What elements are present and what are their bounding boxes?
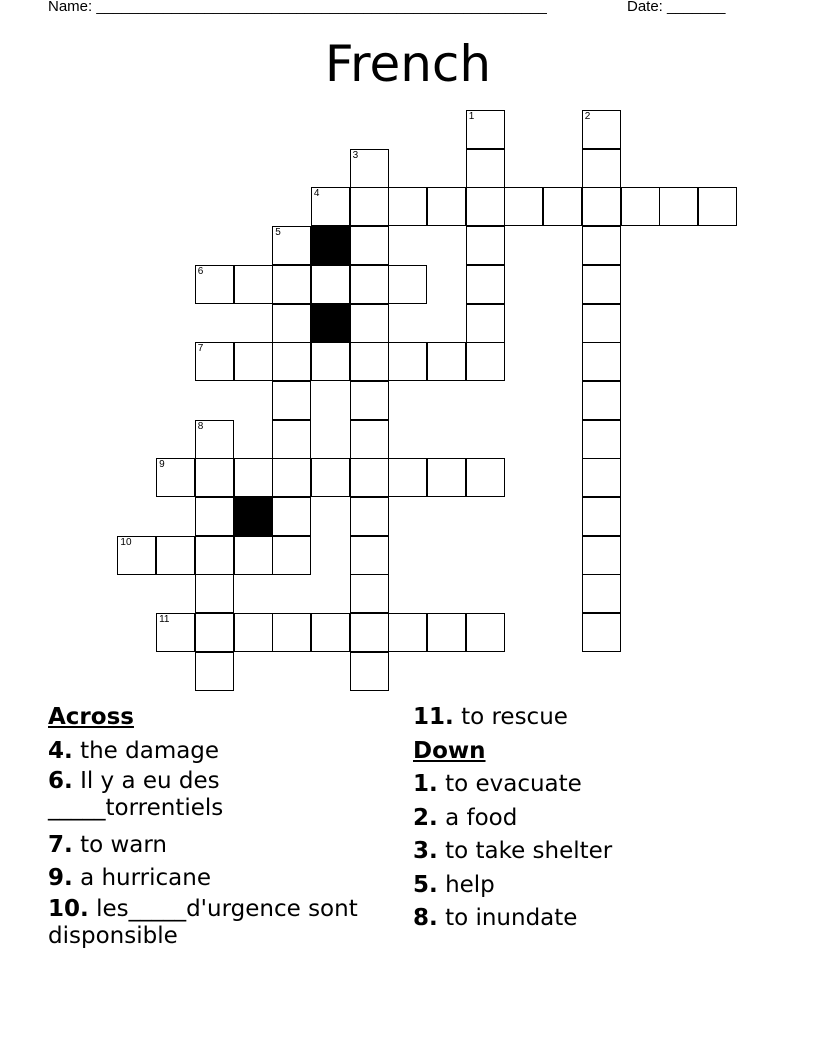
clue-number: 5. [413,871,438,898]
crossword-cell[interactable] [350,652,389,691]
crossword-block [311,226,350,265]
cell-number: 9 [159,459,165,471]
crossword-cell[interactable] [117,536,156,575]
clue-number: 1. [413,771,438,797]
cell-number: 2 [584,111,591,122]
cell-number: 7 [197,343,204,355]
crossword-cell[interactable] [466,149,505,188]
crossword-cell[interactable] [350,342,389,381]
clue-across-4 [48,735,393,769]
across-heading: Across [48,704,134,730]
crossword-cell[interactable] [582,458,621,497]
clue-across-7 [48,829,393,863]
crossword-cell[interactable] [582,304,621,343]
crossword-cell[interactable] [427,458,466,497]
crossword-cell[interactable] [582,226,621,265]
clue-number: 6. [48,768,73,794]
crossword-cell[interactable] [388,613,427,652]
crossword-cell[interactable] [234,265,273,304]
crossword-cell[interactable] [582,420,621,459]
crossword-cell[interactable] [388,187,427,226]
crossword-cell[interactable] [156,458,195,497]
clue-text: to take shelter [445,838,613,864]
crossword-cell[interactable] [195,613,234,652]
crossword-cell[interactable] [388,458,427,497]
crossword-cell[interactable] [466,187,505,226]
crossword-cell[interactable] [272,536,311,575]
crossword-cell[interactable] [350,226,389,265]
clue-text: to rescue [461,704,568,730]
clues-right-column [413,701,773,936]
crossword-cell[interactable] [582,110,621,149]
cell-number: 3 [352,149,359,161]
crossword-cell[interactable] [234,536,273,575]
crossword-cell[interactable] [195,536,234,575]
crossword-cell[interactable] [659,187,698,226]
crossword-cell[interactable] [234,342,273,381]
crossword-cell[interactable] [582,381,621,420]
clue-down-5 [413,869,773,903]
crossword-cell[interactable] [272,342,311,381]
crossword-cell[interactable] [234,458,273,497]
crossword-cell[interactable] [466,342,505,381]
clue-down-2 [413,802,773,836]
crossword-cell[interactable] [272,265,311,304]
cell-number: 6 [197,265,204,277]
clue-number: 4. [48,737,73,764]
crossword-cell[interactable] [350,149,389,188]
crossword-cell[interactable] [311,265,350,304]
crossword-cell[interactable] [350,265,389,304]
crossword-cell[interactable] [466,458,505,497]
clue-down-3 [413,835,773,869]
clue-text: the damage [80,737,220,764]
crossword-cell[interactable] [311,342,350,381]
crossword-cell[interactable] [272,381,311,420]
crossword-cell[interactable] [350,613,389,652]
clues-left-column [48,701,393,956]
clue-down-8 [413,902,773,936]
crossword-cell[interactable] [156,536,195,575]
crossword-cell[interactable] [427,613,466,652]
crossword-cell[interactable] [504,187,543,226]
crossword-cell[interactable] [466,304,505,343]
crossword-cell[interactable] [272,458,311,497]
page-title: French [324,35,492,93]
crossword-cell[interactable] [195,574,234,613]
crossword-cell[interactable] [272,304,311,343]
crossword-cell[interactable] [350,304,389,343]
clue-number: 3. [413,838,438,864]
crossword-cell[interactable] [234,613,273,652]
crossword-cell[interactable] [272,613,311,652]
cell-number: 1 [468,111,475,122]
clue-number: 11. [413,704,454,730]
name-field[interactable]: Name: ______________________________________________________ [48,0,547,15]
crossword-cell[interactable] [466,613,505,652]
clue-number: 8. [413,905,438,931]
crossword-cell[interactable] [195,652,234,691]
cell-number: 11 [159,614,170,626]
crossword-cell[interactable] [466,265,505,304]
crossword-cell[interactable] [350,497,389,536]
crossword-cell[interactable] [272,226,311,265]
clue-number: 10. [48,895,89,922]
crossword-block [311,304,350,343]
clue-text: a hurricane [80,865,211,891]
clue-number: 9. [48,865,73,891]
clue-text: help [445,871,495,898]
crossword-cell[interactable] [582,149,621,188]
crossword-cell[interactable] [698,187,737,226]
crossword-cell[interactable] [582,342,621,381]
crossword-cell[interactable] [350,574,389,613]
cell-number: 8 [197,420,204,432]
clue-text: to warn [80,831,167,858]
crossword-cell[interactable] [195,265,234,304]
clue-number: 2. [413,804,438,831]
clue-across-6 [48,768,393,822]
crossword-cell[interactable] [195,497,234,536]
crossword-cell[interactable] [388,342,427,381]
crossword-cell[interactable] [427,342,466,381]
crossword-cell[interactable] [466,110,505,149]
crossword-cell[interactable] [195,458,234,497]
crossword-cell[interactable] [582,613,621,652]
crossword-cell[interactable] [582,497,621,536]
crossword-cell[interactable] [311,187,350,226]
clue-text: a food [445,804,518,831]
crossword-cell[interactable] [388,265,427,304]
crossword-cell[interactable] [311,458,350,497]
crossword-cell[interactable] [621,187,660,226]
clue-text: les_____d'urgence sont disponsible [48,895,358,949]
clue-across-9 [48,862,393,896]
down-heading: Down [413,737,486,764]
clue-down-1 [413,768,773,802]
clue-across-11 [413,701,773,735]
crossword-cell[interactable] [427,187,466,226]
clue-text: Il y a eu des _____torrentiels [48,768,224,821]
crossword-cell[interactable] [195,342,234,381]
crossword-cell[interactable] [311,613,350,652]
crossword-cell[interactable] [543,187,582,226]
crossword-cell[interactable] [582,265,621,304]
cell-number: 5 [275,227,281,239]
clue-text: to inundate [445,905,578,931]
crossword-cell[interactable] [350,458,389,497]
crossword-cell[interactable] [350,381,389,420]
crossword-cell[interactable] [156,613,195,652]
crossword-cell[interactable] [582,536,621,575]
crossword-cell[interactable] [466,226,505,265]
date-field[interactable]: Date: _______ [627,0,726,15]
cell-number: 4 [313,188,320,200]
crossword-cell[interactable] [350,187,389,226]
cell-number: 10 [120,536,132,548]
clue-across-10 [48,896,393,950]
clue-text: to evacuate [445,771,582,797]
crossword-cell[interactable] [350,420,389,459]
crossword-block [234,497,273,536]
crossword-cell[interactable] [195,420,234,459]
clue-number: 7. [48,831,73,858]
crossword-cell[interactable] [272,497,311,536]
crossword-cell[interactable] [350,536,389,575]
crossword-cell[interactable] [582,187,621,226]
crossword-cell[interactable] [582,574,621,613]
crossword-cell[interactable] [272,420,311,459]
